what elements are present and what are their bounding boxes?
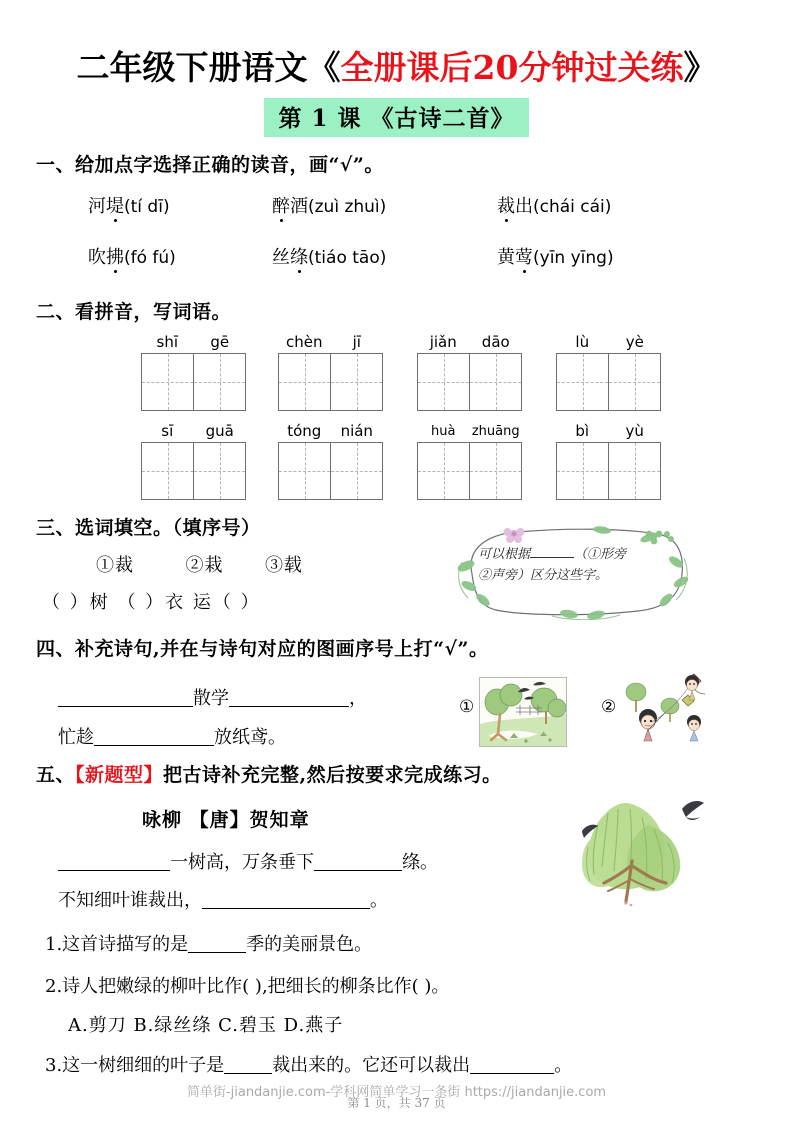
section-1-heading: 一、给加点字选择正确的读音，画“√”。 bbox=[36, 154, 384, 176]
word-grid-6 bbox=[278, 423, 383, 500]
poem-line-1 bbox=[58, 848, 438, 874]
s5-question-3 bbox=[45, 1051, 572, 1077]
tianzige[interactable] bbox=[417, 353, 522, 411]
s1-item-5-char2: 绦 bbox=[290, 247, 308, 268]
tianzige-cell[interactable] bbox=[279, 443, 330, 499]
word-grid-3-pinyin bbox=[417, 334, 522, 351]
s5-new-type-badge: 【新题型】 bbox=[75, 764, 164, 786]
pinyin: huà bbox=[431, 424, 456, 439]
pinyin: tóng bbox=[287, 422, 322, 440]
s1-item-4-char2: 拂 bbox=[106, 247, 124, 268]
pinyin: bì bbox=[575, 422, 590, 440]
tianzige-cell[interactable] bbox=[330, 354, 382, 410]
tianzige[interactable] bbox=[417, 442, 522, 500]
s5-q1-blank[interactable] bbox=[188, 952, 246, 953]
s5-heading-prefix: 五、 bbox=[36, 764, 76, 786]
swallow-icon-1 bbox=[682, 801, 704, 820]
tianzige-cell[interactable] bbox=[557, 354, 608, 410]
tianzige-cell[interactable] bbox=[193, 354, 245, 410]
word-grid-4 bbox=[556, 334, 661, 411]
hint-note bbox=[452, 522, 692, 620]
poem-line1-mid: 一树高，万条垂下 bbox=[170, 852, 314, 873]
poem-title: 咏柳 【唐】贺知章 bbox=[142, 809, 310, 831]
poem-line2-start: 不知细叶谁裁出， bbox=[58, 890, 202, 911]
poem-blank-2[interactable] bbox=[314, 870, 402, 871]
pinyin: jī bbox=[352, 333, 361, 351]
willow-tree-illustration bbox=[578, 795, 728, 915]
poem-line1-end: 绦。 bbox=[402, 852, 438, 873]
tianzige-cell[interactable] bbox=[330, 443, 382, 499]
word-grid-3 bbox=[417, 334, 522, 411]
s5-q3-c: 。 bbox=[554, 1055, 573, 1076]
pinyin: chèn bbox=[286, 333, 323, 351]
section-4-heading: 四、补充诗句,并在与诗句对应的图画序号上打“√”。 bbox=[36, 638, 489, 660]
hint-note-blank[interactable] bbox=[530, 557, 574, 558]
hint-note-text bbox=[478, 544, 663, 586]
s5-q3-blank-2[interactable] bbox=[470, 1073, 554, 1074]
tianzige-cell[interactable] bbox=[279, 354, 330, 410]
s4-picture-1[interactable] bbox=[479, 677, 567, 747]
tianzige-cell[interactable] bbox=[418, 354, 469, 410]
hint-note-line1b: （①形旁 bbox=[574, 547, 627, 562]
s1-item-1-char1: 河 bbox=[88, 196, 106, 217]
s5-q1-b: 季的美丽景色。 bbox=[246, 934, 373, 955]
s5-q3-b: 裁出来的。它还可以裁出 bbox=[272, 1055, 471, 1076]
s5-heading-rest: 把古诗补充完整,然后按要求完成练习。 bbox=[163, 764, 502, 786]
lesson-banner bbox=[0, 98, 793, 137]
pinyin: dāo bbox=[481, 333, 510, 351]
s1-item-3-options[interactable]: (chái cái) bbox=[533, 197, 612, 217]
word-grid-4-pinyin bbox=[556, 334, 661, 351]
s5-question-2[interactable]: 2.诗人把嫩绿的柳叶比作( ),把细长的柳条比作( )。 bbox=[45, 976, 450, 997]
tianzige-cell[interactable] bbox=[608, 443, 660, 499]
pinyin: nián bbox=[340, 422, 373, 440]
s1-item-3-char2: 出 bbox=[515, 196, 533, 217]
poem-line2-end: 。 bbox=[370, 890, 388, 911]
pinyin: guā bbox=[205, 422, 234, 440]
s1-item-6 bbox=[497, 243, 614, 269]
s4-pic1-number[interactable]: ① bbox=[459, 697, 475, 717]
s5-q1-a: 1.这首诗描写的是 bbox=[45, 934, 189, 955]
s4-pic2-number[interactable]: ② bbox=[601, 697, 617, 717]
poem-blank-3[interactable] bbox=[202, 908, 370, 909]
hint-note-line2: ②声旁）区分这些字。 bbox=[478, 568, 609, 583]
s3-choices bbox=[96, 551, 303, 577]
word-grid-1-pinyin bbox=[141, 334, 246, 351]
s1-item-3-char1: 裁 bbox=[497, 196, 515, 217]
word-grid-8 bbox=[556, 423, 661, 500]
section-2-heading: 二、看拼音，写词语。 bbox=[36, 301, 232, 323]
s5-q3-a: 3.这一树细细的叶子是 bbox=[45, 1055, 225, 1076]
title-prefix: 二年级下册语文《 bbox=[76, 48, 341, 87]
tianzige-cell[interactable] bbox=[557, 443, 608, 499]
title-suffix: 》 bbox=[683, 48, 717, 87]
word-grid-7 bbox=[417, 423, 522, 500]
pinyin: zhuāng bbox=[471, 424, 520, 439]
pinyin: gē bbox=[210, 333, 230, 351]
page-title bbox=[0, 42, 793, 89]
tianzige[interactable] bbox=[556, 442, 661, 500]
s3-choice-1[interactable]: ①裁 bbox=[96, 555, 134, 576]
s1-item-6-options[interactable]: (yīn yīng) bbox=[533, 248, 614, 268]
tianzige[interactable] bbox=[278, 442, 383, 500]
s1-item-2-options[interactable]: (zuì zhuì) bbox=[308, 197, 387, 217]
s4-line2-prefix: 忙趁 bbox=[58, 727, 94, 748]
hint-note-line1a: 可以根据 bbox=[478, 547, 531, 562]
word-grid-2 bbox=[278, 334, 383, 411]
s1-item-3 bbox=[497, 192, 611, 218]
s4-line2-suffix: 放纸鸢。 bbox=[214, 727, 286, 748]
tianzige-cell[interactable] bbox=[418, 443, 469, 499]
title-highlight: 全册课后20分钟过关练 bbox=[340, 48, 684, 87]
s4-line-1 bbox=[58, 684, 367, 710]
poem-line-2 bbox=[58, 886, 388, 912]
pinyin: sī bbox=[161, 422, 174, 440]
s3-answer-line[interactable]: （ ）树 （ ）衣 运（ ） bbox=[42, 592, 261, 613]
s1-item-1-options[interactable]: (tí dī) bbox=[124, 197, 170, 217]
tianzige[interactable] bbox=[278, 353, 383, 411]
s1-item-2-char2: 酒 bbox=[290, 196, 308, 217]
s5-question-1 bbox=[45, 930, 372, 956]
s4-blank-3[interactable] bbox=[94, 745, 214, 746]
kite-flying-illustration bbox=[622, 672, 712, 748]
pinyin: yè bbox=[625, 333, 644, 351]
section-3-heading: 三、选词填空。（填序号） bbox=[36, 517, 261, 539]
word-grid-8-pinyin bbox=[556, 423, 661, 440]
lesson-label: 第 1 课 《古诗二首》 bbox=[264, 98, 528, 137]
s1-item-1 bbox=[88, 192, 170, 218]
word-grid-5-pinyin bbox=[141, 423, 246, 440]
s1-item-5-char1: 丝 bbox=[272, 247, 290, 268]
word-grid-6-pinyin bbox=[278, 423, 383, 440]
s4-line-2 bbox=[58, 723, 286, 749]
pinyin: shī bbox=[156, 333, 178, 351]
s4-line1-end: ， bbox=[349, 688, 367, 709]
s1-item-4 bbox=[88, 243, 176, 269]
s3-choice-2[interactable]: ②栽 bbox=[185, 555, 224, 576]
s5-q3-blank-1[interactable] bbox=[224, 1073, 272, 1074]
pinyin: jiǎn bbox=[429, 333, 457, 351]
tianzige-cell[interactable] bbox=[142, 443, 193, 499]
tianzige-cell[interactable] bbox=[608, 354, 660, 410]
s4-blank-1[interactable] bbox=[58, 706, 193, 707]
word-grid-2-pinyin bbox=[278, 334, 383, 351]
s1-item-6-char2: 莺 bbox=[515, 247, 533, 268]
s1-item-4-options[interactable]: (fó fú) bbox=[124, 248, 176, 268]
willow-svg bbox=[578, 795, 728, 915]
s4-blank-2[interactable] bbox=[229, 706, 349, 707]
pinyin: yù bbox=[625, 422, 644, 440]
s1-item-2-char1: 醉 bbox=[272, 196, 290, 217]
tianzige[interactable] bbox=[556, 353, 661, 411]
s5-q2-options[interactable]: A.剪刀 B.绿丝绦 C.碧玉 D.燕子 bbox=[68, 1015, 344, 1036]
word-grid-5 bbox=[141, 423, 246, 500]
tianzige-cell[interactable] bbox=[142, 354, 193, 410]
s1-item-6-char1: 黄 bbox=[497, 247, 515, 268]
word-grid-7-pinyin bbox=[417, 423, 522, 440]
s1-item-4-char1: 吹 bbox=[88, 247, 106, 268]
tianzige-cell[interactable] bbox=[193, 443, 245, 499]
s4-line1-text: 散学 bbox=[193, 688, 229, 709]
s1-item-5 bbox=[272, 243, 386, 269]
s1-item-1-char2: 堤 bbox=[106, 196, 124, 217]
s1-item-2 bbox=[272, 192, 386, 218]
poem-blank-1[interactable] bbox=[58, 870, 170, 871]
tianzige[interactable] bbox=[141, 442, 246, 500]
tianzige[interactable] bbox=[141, 353, 246, 411]
watermark: 简单街-jiandanjie.com-学科网简单学习一条街 https://jiandanjie.com bbox=[186, 1085, 607, 1100]
s3-choice-3[interactable]: ③载 bbox=[264, 555, 303, 576]
section-5-heading bbox=[36, 760, 502, 787]
tianzige-cell[interactable] bbox=[469, 354, 521, 410]
tianzige-cell[interactable] bbox=[469, 443, 521, 499]
s4-picture-2[interactable] bbox=[622, 672, 712, 748]
spring-scene-illustration bbox=[480, 678, 566, 746]
page-number: 第 1 页，共 37 页 bbox=[347, 1096, 446, 1110]
word-grid-1 bbox=[141, 334, 246, 411]
s1-item-5-options[interactable]: (tiáo tāo) bbox=[308, 248, 387, 268]
pinyin: lù bbox=[575, 333, 590, 351]
